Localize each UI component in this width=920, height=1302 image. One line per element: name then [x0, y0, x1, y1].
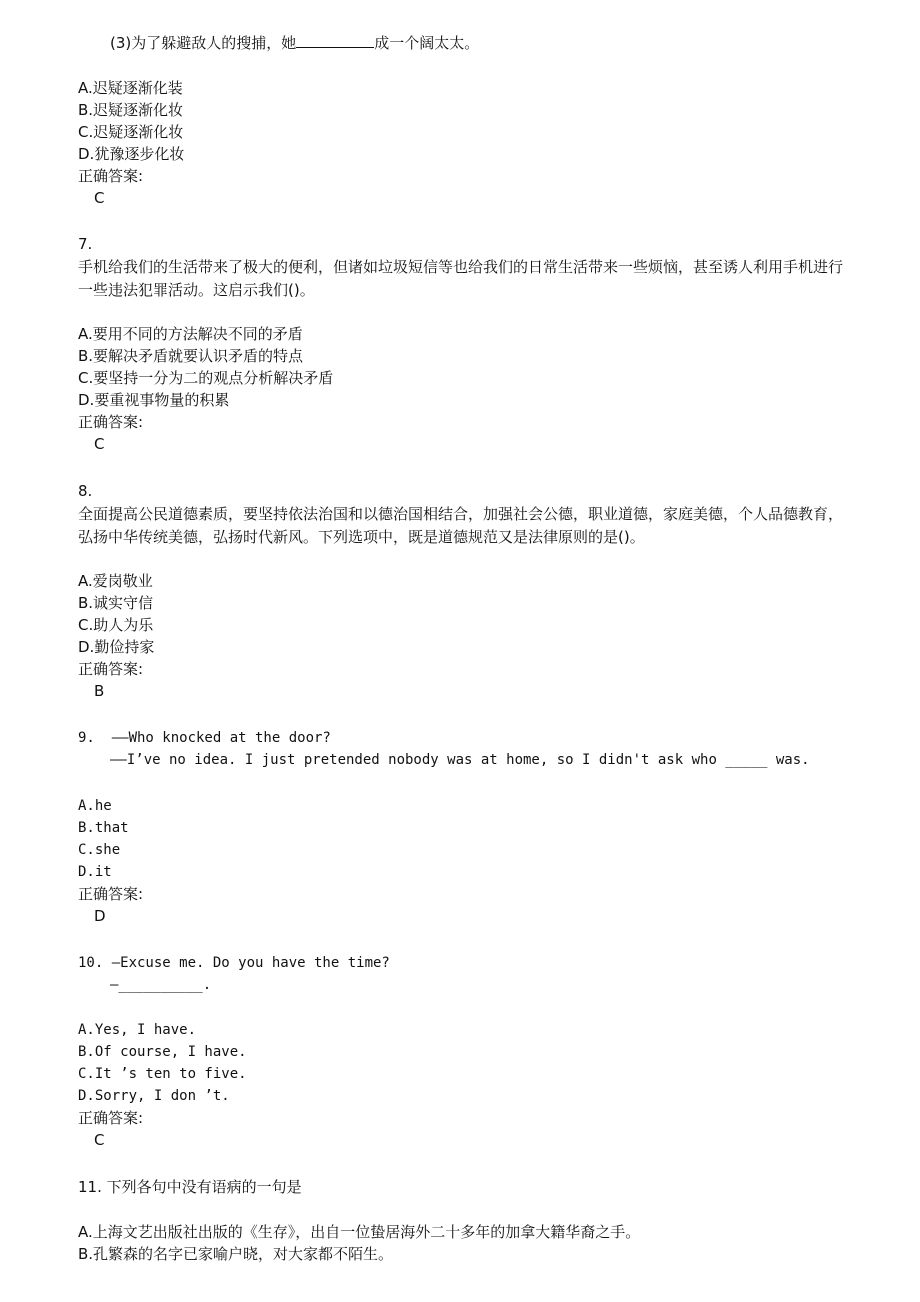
q10-answer-label: 正确答案:: [78, 1109, 144, 1127]
q6-option-a: A.迟疑逐渐化装: [78, 79, 183, 97]
q6-blank: [296, 33, 374, 48]
q8-stem: 全面提高公民道德素质，要坚持依法治国和以德治国相结合，加强社会公德，职业道德，家庭美德，个人品德教育，弘扬中华传统美德，弘扬时代新风。下列选项中，既是道德规范又是法律原则的是()。: [78, 505, 844, 546]
q6-stem: [110, 33, 479, 53]
q10-option-a: A.Yes, I have.: [78, 1022, 197, 1038]
q10-option-c: C.It ’s ten to five.: [78, 1066, 247, 1082]
q10-option-b: B.Of course, I have.: [78, 1044, 247, 1060]
q6-answer-label: 正确答案:: [78, 167, 144, 185]
q6-option-b: B.迟疑逐渐化妆: [78, 101, 184, 119]
q7-option-c: C.要坚持一分为二的观点分析解决矛盾: [78, 369, 334, 387]
q9-line2: ——I’ve no idea. I just pretended nobody was at home, so I didn't ask who _____ was.: [110, 752, 810, 768]
q9-answer: D: [94, 907, 106, 925]
q11-option-b: B.孔繁森的名字已家喻户晓，对大家都不陌生。: [78, 1245, 394, 1263]
q8-option-a: A.爱岗敬业: [78, 572, 153, 590]
q6-option-c: C.迟疑逐渐化妆: [78, 123, 184, 141]
q9-option-a: A.he: [78, 798, 112, 814]
q6-stem-part2: 成一个阔太太。: [374, 34, 480, 52]
q7-number: 7.: [78, 235, 93, 253]
q9-line1: 9. ——Who knocked at the door?: [78, 730, 331, 746]
q7-stem: 手机给我们的生活带来了极大的便利，但诸如垃圾短信等也给我们的日常生活带来一些烦恼，甚至诱人利用手机进行一些违法犯罪活动。这启示我们()。: [78, 258, 844, 299]
q7-option-b: B.要解决矛盾就要认识矛盾的特点: [78, 347, 304, 365]
q10-option-d: D.Sorry, I don ’t.: [78, 1088, 230, 1104]
q9-option-b: B.that: [78, 820, 129, 836]
q11-stem: 11. 下列各句中没有语病的一句是: [78, 1178, 302, 1196]
q7-answer: C: [94, 435, 105, 453]
q6-stem-part1: (3)为了躲避敌人的搜捕，她: [110, 34, 297, 52]
q7-option-a: A.要用不同的方法解决不同的矛盾: [78, 325, 303, 343]
q10-line2: —__________.: [110, 977, 212, 993]
q8-answer-label: 正确答案:: [78, 660, 144, 678]
q8-option-b: B.诚实守信: [78, 594, 154, 612]
q8-answer: B: [94, 682, 105, 700]
q10-answer: C: [94, 1131, 105, 1149]
q7-option-d: D.要重视事物量的积累: [78, 391, 230, 409]
q9-option-c: C.she: [78, 842, 121, 858]
q8-option-d: D.勤俭持家: [78, 638, 155, 656]
q10-line1: 10. —Excuse me. Do you have the time?: [78, 955, 390, 971]
q9-answer-label: 正确答案:: [78, 885, 144, 903]
q11-option-a: A.上海文艺出版社出版的《生存》，出自一位蛰居海外二十多年的加拿大籍华裔之手。: [78, 1223, 641, 1241]
q6-answer: C: [94, 189, 105, 207]
q8-option-c: C.助人为乐: [78, 616, 154, 634]
q7-answer-label: 正确答案:: [78, 413, 144, 431]
q6-option-d: D.犹豫逐步化妆: [78, 145, 185, 163]
q9-option-d: D.it: [78, 864, 112, 880]
q8-number: 8.: [78, 482, 93, 500]
